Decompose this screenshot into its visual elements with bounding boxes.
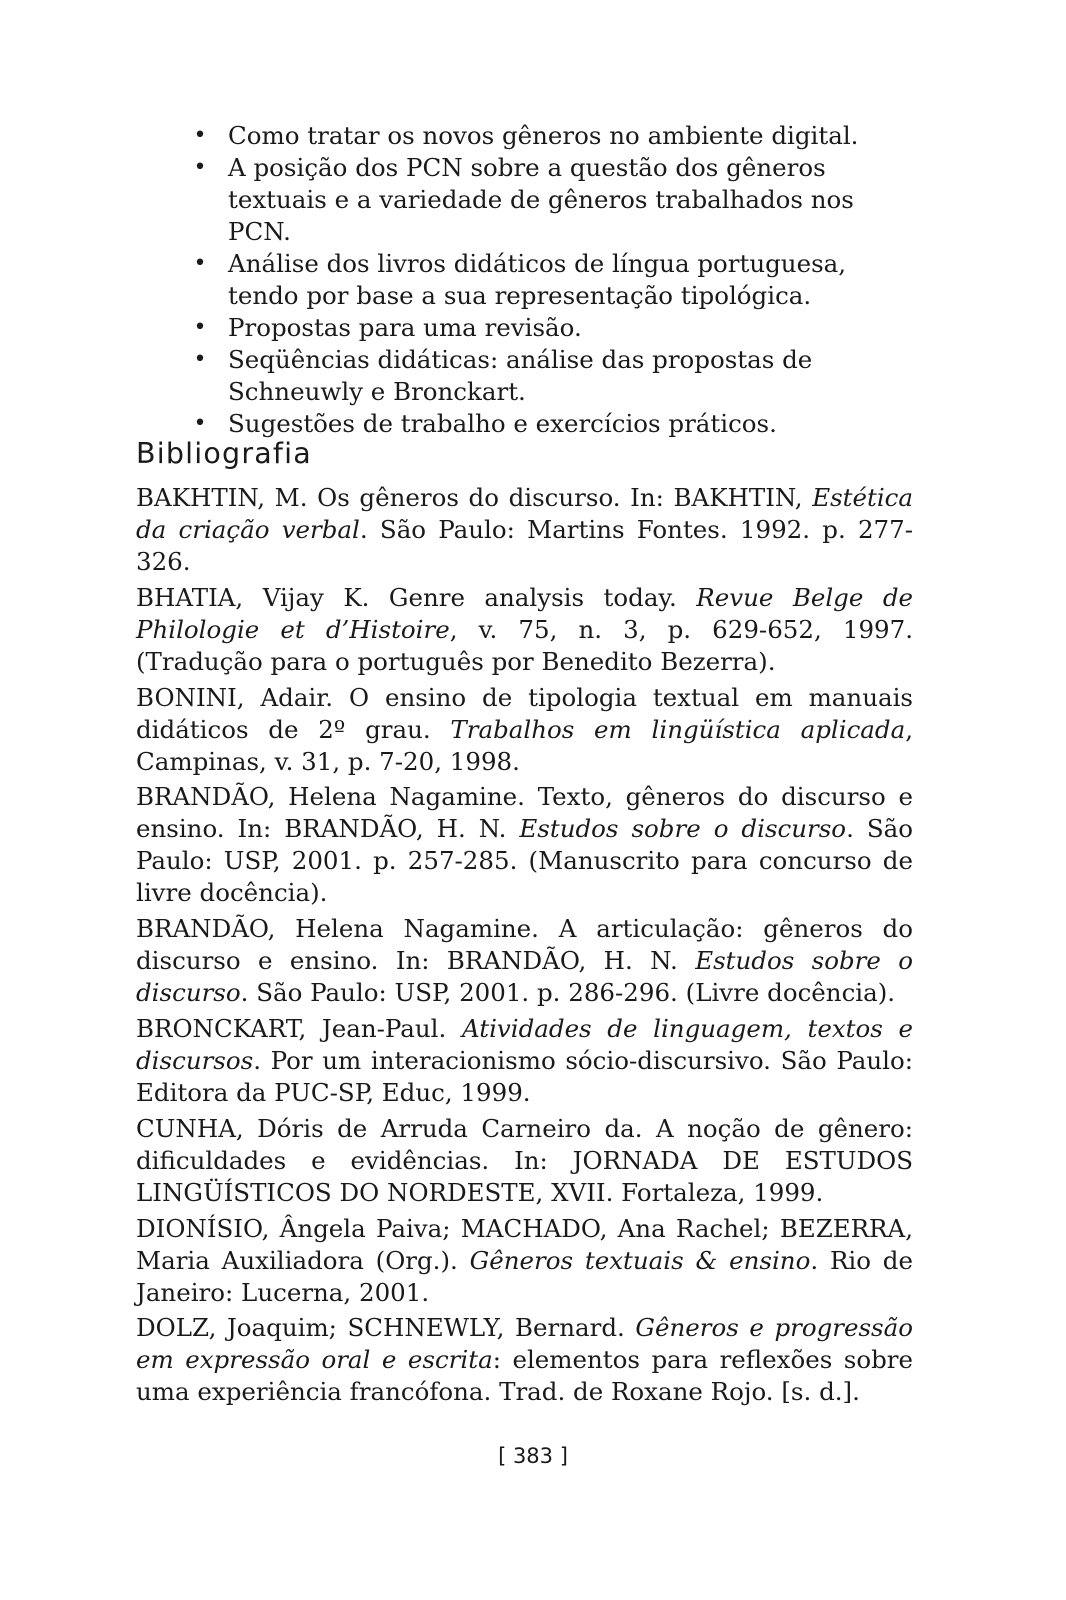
bullet-glyph: •	[193, 123, 207, 148]
reference-entry: CUNHA, Dóris de Arruda Carneiro da. A noção de gênero: dificuldades e evidências. In: JORNADA DE ESTUDOS LINGÜÍSTICOS DO NORDESTE, XVII. Fortaleza, 1999.	[136, 1113, 913, 1207]
reference-entry: BRONCKART, Jean-Paul. Atividades de linguagem, textos e discursos. Por um interacionismo sócio-discursivo. São Paulo: Editora da PUC-SP, Educ, 1999.	[136, 1013, 913, 1107]
bullet-text: Sugestões de trabalho e exercícios práticos.	[228, 409, 777, 438]
bullet-text: Análise dos livros didáticos de língua portuguesa, tendo por base a sua representação tipológica.	[228, 249, 847, 310]
bullet-glyph: •	[193, 347, 207, 372]
topic-bullet-list	[136, 120, 921, 440]
bullet-item	[136, 344, 921, 408]
reference-title: Trabalhos em lingüística aplicada	[450, 714, 906, 744]
reference-title: Estudos sobre o discurso	[136, 946, 914, 1008]
bullet-text: Como tratar os novos gêneros no ambiente digital.	[228, 121, 859, 150]
reference-title: Revue Belge de Philologie et d’Histoire	[136, 582, 913, 644]
reference-title: Atividades de linguagem, textos e discursos	[136, 1013, 913, 1075]
bullet-item	[136, 248, 921, 312]
bullet-item	[136, 312, 921, 344]
bullet-glyph: •	[193, 251, 207, 276]
reference-entry: DOLZ, Joaquim; SCHNEWLY, Bernard. Gêneros e progressão em expressão oral e escrita: elementos para reflexões sobre uma experiência francófona. Trad. de Roxane Rojo. [s. d.].	[136, 1313, 914, 1407]
reference-title: Gêneros e progressão em expressão oral e escrita	[136, 1313, 913, 1375]
bullet-text: Propostas para uma revisão.	[228, 313, 582, 342]
bullet-text: A posição dos PCN sobre a questão dos gêneros textuais e a variedade de gêneros trabalhados nos PCN.	[228, 153, 854, 246]
reference-entry: BONINI, Adair. O ensino de tipologia textual em manuais didáticos de 2º grau. Trabalhos em lingüística aplicada, Campinas, v. 31, p. 7-20, 1998.	[136, 682, 913, 776]
bullet-item	[136, 152, 921, 248]
bullet-glyph: •	[193, 315, 207, 340]
bibliography-list	[136, 482, 913, 1412]
reference-title: Estudos sobre o discurso	[519, 814, 847, 844]
reference-entry: DIONÍSIO, Ângela Paiva; MACHADO, Ana Rachel; BEZERRA, Maria Auxiliadora (Org.). Gêneros textuais & ensino. Rio de Janeiro: Lucerna, 2001.	[136, 1213, 913, 1307]
bullet-text: Seqüências didáticas: análise das propostas de Schneuwly e Bronckart.	[228, 345, 813, 406]
page-number: [ 383 ]	[498, 1444, 568, 1468]
reference-entry: BHATIA, Vijay K. Genre analysis today. Revue Belge de Philologie et d’Histoire, v. 75, n. 3, p. 629-652, 1997. (Tradução para o português por Benedito Bezerra).	[136, 582, 913, 676]
reference-entry: BRANDÃO, Helena Nagamine. Texto, gêneros do discurso e ensino. In: BRANDÃO, H. N. Estudos sobre o discurso. São Paulo: USP, 2001. p. 257-285. (Manuscrito para concurso de livre docência).	[136, 782, 913, 908]
bullet-glyph: •	[193, 411, 207, 436]
reference-title: Gêneros textuais & ensino	[469, 1245, 811, 1275]
bullet-glyph: •	[193, 155, 207, 180]
bibliography-heading: Bibliografia	[136, 437, 312, 470]
reference-entry: BAKHTIN, M. Os gêneros do discurso. In: BAKHTIN, Estética da criação verbal. São Paulo: Martins Fontes. 1992. p. 277-326.	[136, 483, 914, 576]
reference-entry: BRANDÃO, Helena Nagamine. A articulação: gêneros do discurso e ensino. In: BRANDÃO, H. N. Estudos sobre o discurso. São Paulo: USP, 2001. p. 286-296. (Livre docência).	[136, 914, 914, 1008]
bullet-item	[136, 120, 921, 152]
reference-title: Estética da criação verbal	[136, 483, 913, 544]
